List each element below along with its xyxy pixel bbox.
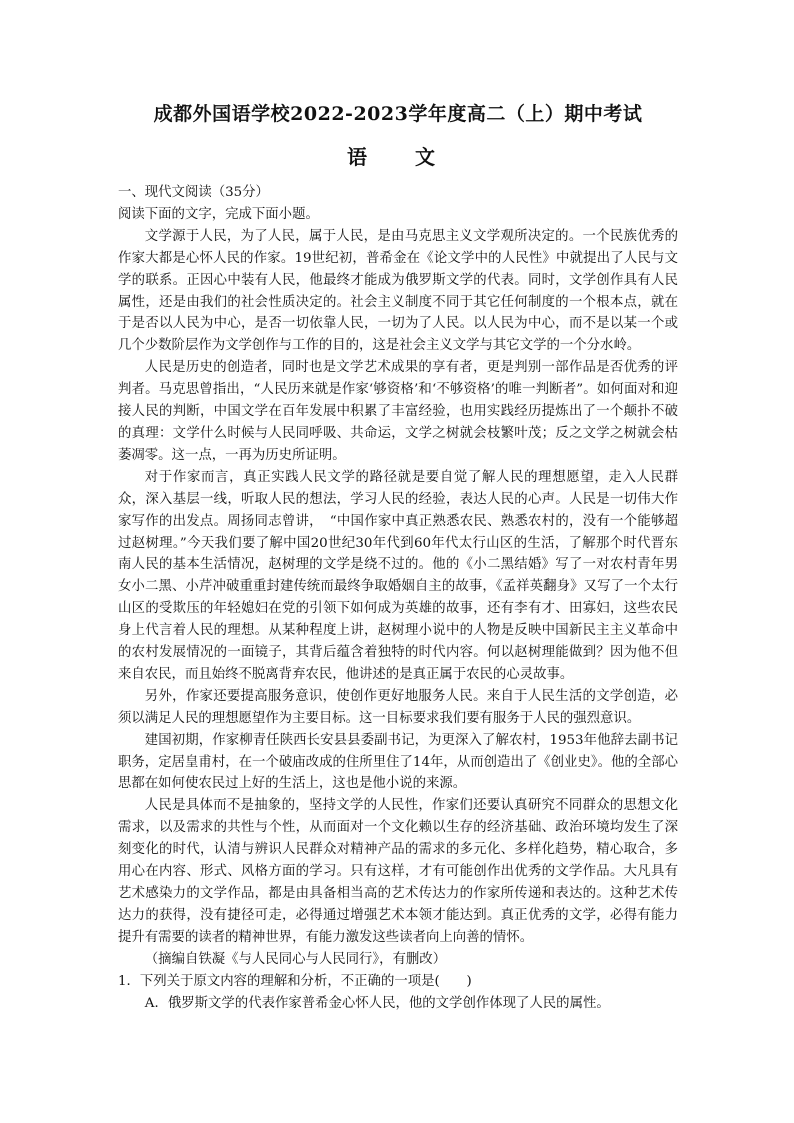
section-heading: 一、现代文阅读（35分）: [118, 185, 269, 200]
exam-page: [118, 100, 678, 1014]
paragraph-3: 对于作家而言，真正实践人民文学的路径就是要自觉了解人民的理想愿望，走入人民群众，深入基层一线，听取人民的想法，学习人民的经验，表达人民的心声。人民是一切伟大作家写作的出发点。周扬同志曾讲， “中国作家中真正熟悉农民、熟悉农村的，没有一个能够超过赵树理。”今天我们要了解中国20世纪30年代到60年代太行山区的生活，了解那个时代晋东南人民的基本生活情况，赵树理的文学是绕不过的。他的《小二黑结婚》写了一对农村青年男女小二黑、小芹冲破重重封建传统而最终争取婚姻自主的故事，《孟祥英翻身》又写了一个太行山区的受欺压的年轻媳妇在党的引领下如何成为英雄的故事，还有李有才、田寡妇，这些农民身上代言着人民的理想。从某种程度上讲，赵树理小说中的人物是反映中国新民主主义革命中的农村发展情况的一面镜子，其背后蕴含着独特的时代内容。何以赵树理能做到？因为他不但来自农民，而且始终不脱离背弃农民，他讲述的是真正属于农民的心灵故事。: [118, 469, 678, 682]
paragraph-1: 文学源于人民，为了人民，属于人民，是由马克思主义文学观所决定的。一个民族优秀的作家大都是心怀人民的作家。19世纪初，普希金在《论文学中的人民性》中就提出了人民与文学的联系。正因心中装有人民，他最终才能成为俄罗斯文学的代表。同时，文学创作具有人民属性，还是由我们的社会性质决定的。社会主义制度不同于其它任何制度的一个根本点，就在于是否以人民为中心，是否一切依靠人民，一切为了人民。以人民为中心，而不是以某一个或几个少数阶层作为文学创作与工作的目的，这是社会主义文学与其它文学的一个分水岭。: [118, 228, 678, 354]
source-citation: （摘编自铁凝《与人民同心与人民同行》，有删改）: [144, 951, 447, 967]
reading-instruction: 阅读下面的文字，完成下面小题。: [118, 206, 319, 222]
paragraph-2: 人民是历史的创造者，同时也是文学艺术成果的享有者，更是判别一部作品是否优秀的评判者。马克思曾指出，“人民历来就是作家‘够资格’和‘不够资格’的唯一判断者”。如何面对和迎接人民的判断，中国文学在百年发展中积累了丰富经验，也用实践经历提炼出了一个颠扑不破的真理：文学什么时候与人民同呼吸、共命运，文学之树就会枝繁叶茂；反之文学之树就会枯萎凋零。这一点，一再为历史所证明。: [118, 360, 678, 463]
question-1-option-a: A．俄罗斯文学的代表作家普希金心怀人民，他的文学创作体现了人民的属性。: [144, 995, 610, 1011]
paragraph-6: 人民是具体而不是抽象的，坚持文学的人民性，作家们还要认真研究不同群众的思想文化需求，以及需求的共性与个性，从而面对一个文化赖以生存的经济基础、政治环境均发生了深刻变化的时代，认清与辨识人民群众对精神产品的需求的多元化、多样化趋势，精心取合，多用心在内容、形式、风格方面的学习。只有这样，才有可能创作出优秀的文学作品。大凡具有艺术感染力的文学作品，都是由具备相当高的艺术传达力的作家所传递和表达的。这种艺术传达力的获得，没有捷径可走，必得通过增强艺术本领才能达到。真正优秀的文学，必得有能力提升有需要的读者的精神世界，有能力激发这些读者向上向善的情怀。: [118, 798, 678, 945]
question-1-stem: 1．下列关于原文内容的理解和分析，不正确的一项是( ): [118, 973, 472, 989]
subject-title: 语 文: [347, 145, 449, 169]
paragraph-4: 另外，作家还要提高服务意识，使创作更好地服务人民。来自于人民生活的文学创造，必须以满足人民的理想愿望作为主要目标。这一目标要求我们要有服务于人民的强烈意识。: [118, 688, 678, 726]
paragraph-5: 建国初期，作家柳青任陕西长安县县委副书记，为更深入了解农村，1953年他辞去副书记职务，定居皇甫村，在一个破庙改成的住所里住了14年，从而创造出了《创业史》。他的全部心思都在如何使农民过上好的生活上，这也是他小说的来源。: [118, 732, 678, 792]
exam-title: 成都外国语学校2022-2023学年度高二（上）期中考试: [153, 103, 643, 125]
